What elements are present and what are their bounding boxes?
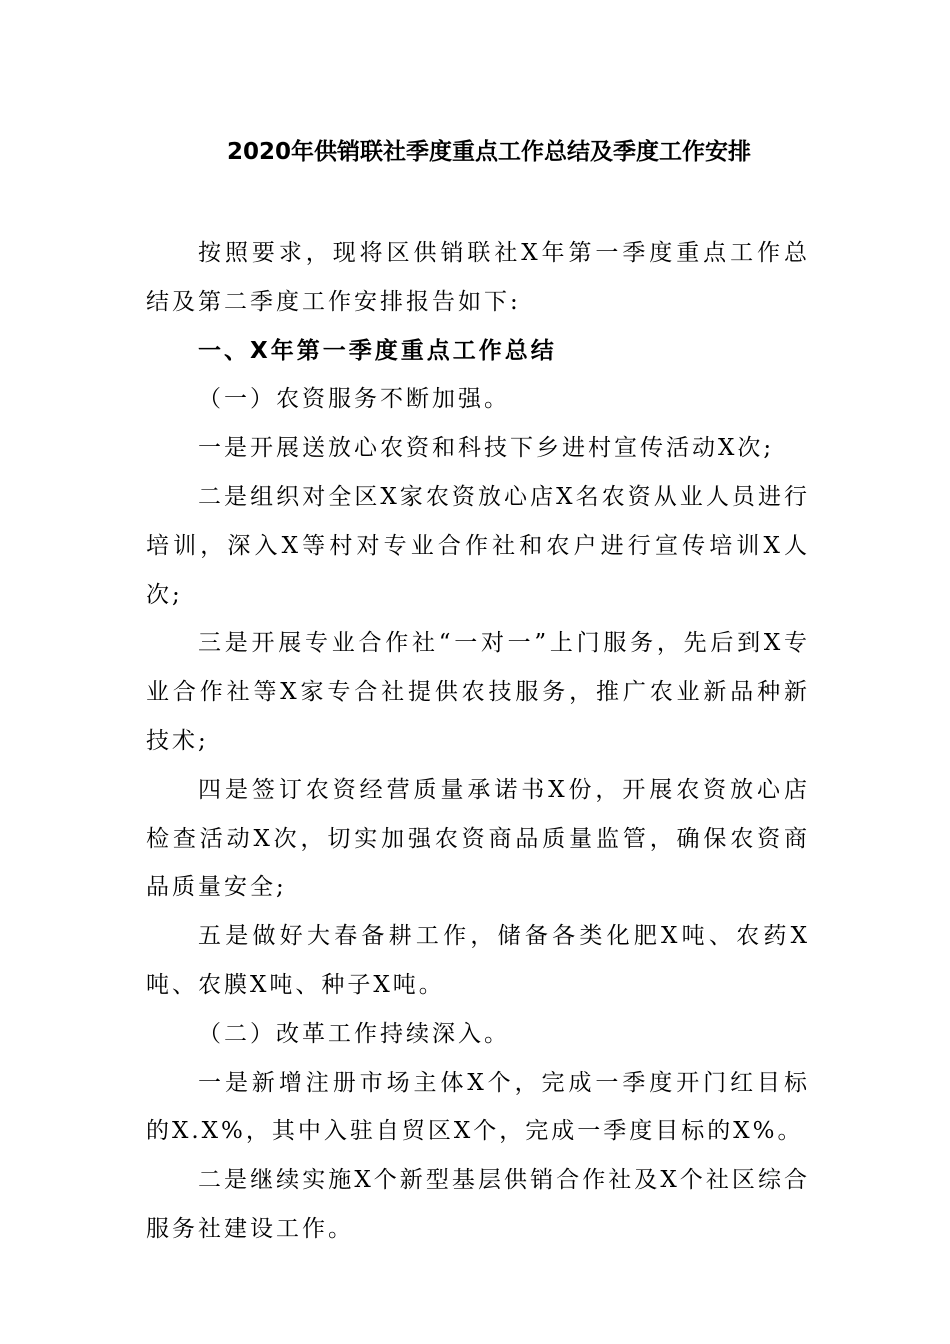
paragraph-item-5: 五是做好大春备耕工作，储备各类化肥X吨、农药X吨、农膜X吨、种子X吨。 (146, 923, 810, 998)
document-body (146, 229, 810, 1254)
document-title: 2020年供销联社季度重点工作总结及季度工作安排 (226, 139, 751, 165)
subsection-heading-2: （二）改革工作持续深入。 (198, 1020, 510, 1047)
paragraph-item-7: 二是继续实施X个新型基层供销合作社及X个社区综合服务社建设工作。 (146, 1167, 810, 1242)
paragraph-item-1: 一是开展送放心农资和科技下乡进村宣传活动X次; (198, 435, 775, 462)
section-heading-1: 一、X年第一季度重点工作总结 (198, 337, 557, 364)
paragraph-item-2: 二是组织对全区X家农资放心店X名农资从业人员进行培训，深入X等村对专业合作社和农户进行宣传培训X人次; (146, 483, 810, 608)
paragraph-item-4: 四是签订农资经营质量承诺书X份，开展农资放心店检查活动X次，切实加强农资商品质量监管，确保农资商品质量安全; (146, 776, 810, 901)
paragraph-item-6: 一是新增注册市场主体X个，完成一季度开门红目标的X.X%，其中入驻自贸区X个，完成一季度目标的X%。 (146, 1069, 810, 1145)
paragraph-item-3: 三是开展专业合作社“一对一”上门服务，先后到X专业合作社等X家专合社提供农技服务，推广农业新品种新技术; (146, 630, 810, 754)
intro-paragraph: 按照要求，现将区供销联社X年第一季度重点工作总结及第二季度工作安排报告如下: (146, 240, 810, 315)
subsection-heading-1: （一）农资服务不断加强。 (198, 386, 510, 413)
